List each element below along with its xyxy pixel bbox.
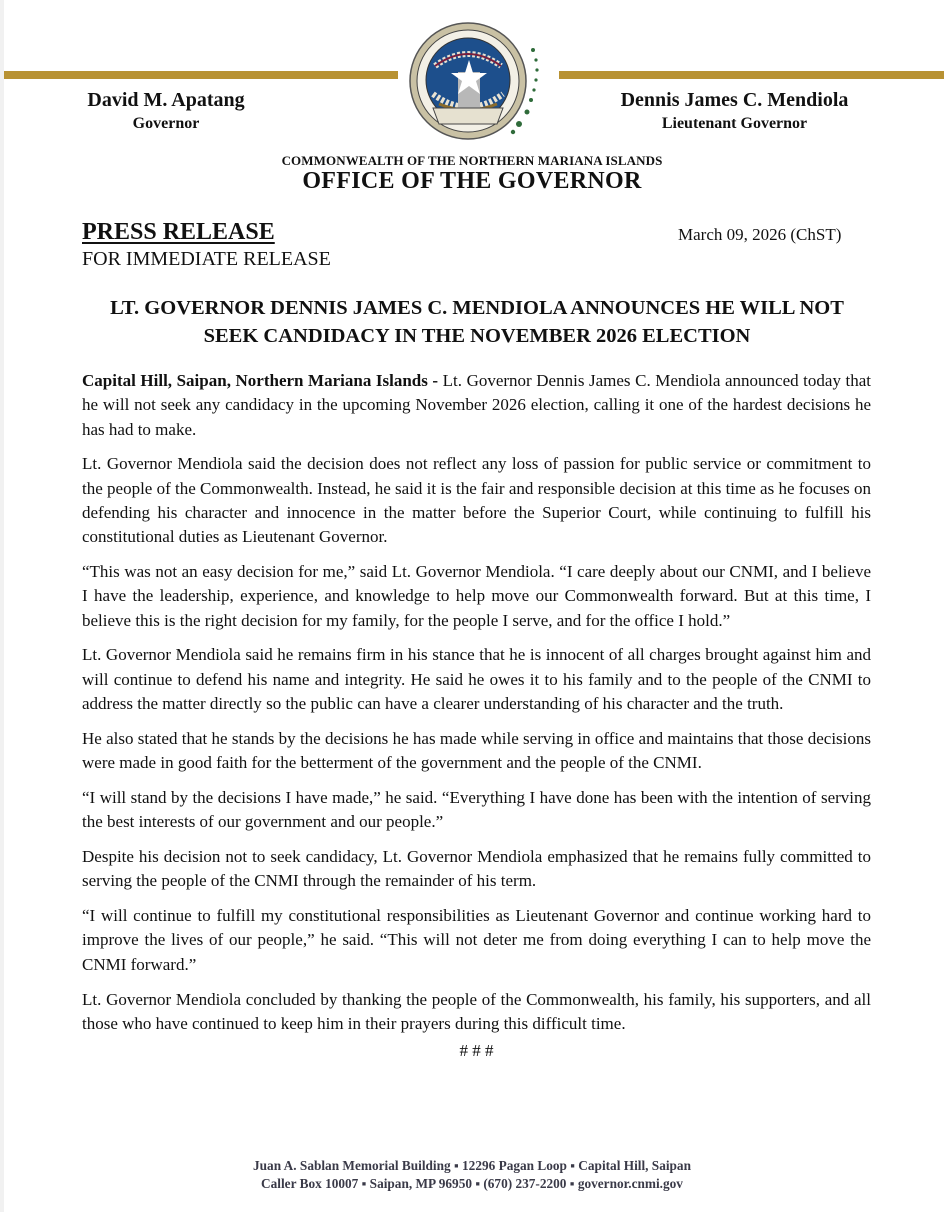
dateline: Capital Hill, Saipan, Northern Mariana Islands - [82, 371, 439, 390]
jurisdiction-label: COMMONWEALTH OF THE NORTHERN MARIANA ISLANDS [281, 153, 663, 168]
body-paragraph: “I will continue to fulfill my constitutional responsibilities as Lieutenant Governor and continue working hard to improve the lives of our people,” he said. “This will not deter me from doing everything I can to help move the CNMI forward.” [82, 906, 871, 974]
footer-line-1: Juan A. Sablan Memorial Building ▪ 12296 Pagan Loop ▪ Capital Hill, Saipan [253, 1158, 691, 1173]
body-paragraph: Lt. Governor Mendiola concluded by thanking the people of the Commonwealth, his family, his supporters, and all those who have continued to keep him in their prayers during this difficult time. [82, 989, 871, 1033]
headline: LT. GOVERNOR DENNIS JAMES C. MENDIOLA ANNOUNCES HE WILL NOT SEEK CANDIDACY IN THE NOVEMBER 2026 ELECTION [110, 297, 844, 347]
official-seal-icon [405, 20, 555, 142]
press-release-label: PRESS RELEASE [82, 219, 275, 245]
footer-address [0, 1157, 944, 1193]
body-paragraph: Lt. Governor Mendiola said the decision does not reflect any loss of passion for public service or commitment to the people of the Commonwealth. Instead, he said it is the fair and responsible decision at this time as he focuses on defending his character and innocence in the matter before the Superior Court, while continuing to fulfill his constitutional duties as Lieutenant Governor. [82, 454, 871, 547]
press-body [82, 369, 871, 1063]
office-title: OFFICE OF THE GOVERNOR [302, 168, 642, 194]
body-paragraph: “I will stand by the decisions I have made,” he said. “Everything I have done has been with the intention of serving the best interests of our government and our people.” [82, 787, 871, 832]
body-paragraph: “This was not an easy decision for me,” said Lt. Governor Mendiola. “I care deeply about our CNMI, and I believe I have the leadership, experience, and knowledge to help move our Commonwealth forward. But at this time, I believe this is the right decision for my family, for the people I serve, and for the office I hold.” [82, 562, 871, 630]
release-date: March 09, 2026 (ChST) [678, 225, 842, 244]
release-timing: FOR IMMEDIATE RELEASE [82, 248, 331, 270]
footer-line-2: Caller Box 10007 ▪ Saipan, MP 96950 ▪ (670) 237-2200 ▪ governor.cnmi.gov [261, 1176, 683, 1191]
lt-governor-name: Dennis James C. Mendiola [620, 89, 849, 111]
governor-block [78, 89, 254, 134]
header-rule-left [4, 71, 398, 79]
body-paragraph: Lt. Governor Mendiola said he remains firm in his stance that he is innocent of all charges brought against him and will continue to defend his name and integrity. He said he owes it to his family and to the people of the CNMI to address the matter directly so the public can have a clearer understanding of his character and the truth. [82, 645, 871, 714]
lead-text: Lt. Governor Dennis James C. Mendiola announced today that he will not seek any candidacy in the upcoming November 2026 election, calling it one of the hardest decisions he has had to make. [82, 371, 871, 439]
end-mark: # # # [459, 1040, 494, 1060]
lead-paragraph [82, 369, 871, 442]
body-paragraph: He also stated that he stands by the decisions he has made while serving in office and maintains that those decisions were made in good faith for the betterment of the government and the people of the CNMI. [82, 728, 871, 773]
governor-name: David M. Apatang [87, 89, 245, 111]
lt-governor-title: Lieutenant Governor [661, 115, 808, 132]
header-rule-right [559, 71, 944, 79]
lt-governor-block [607, 89, 862, 134]
governor-title: Governor [132, 115, 200, 132]
body-paragraph: Despite his decision not to seek candidacy, Lt. Governor Mendiola emphasized that he remains fully committed to serving the people of the CNMI through the remainder of his term. [82, 847, 871, 891]
